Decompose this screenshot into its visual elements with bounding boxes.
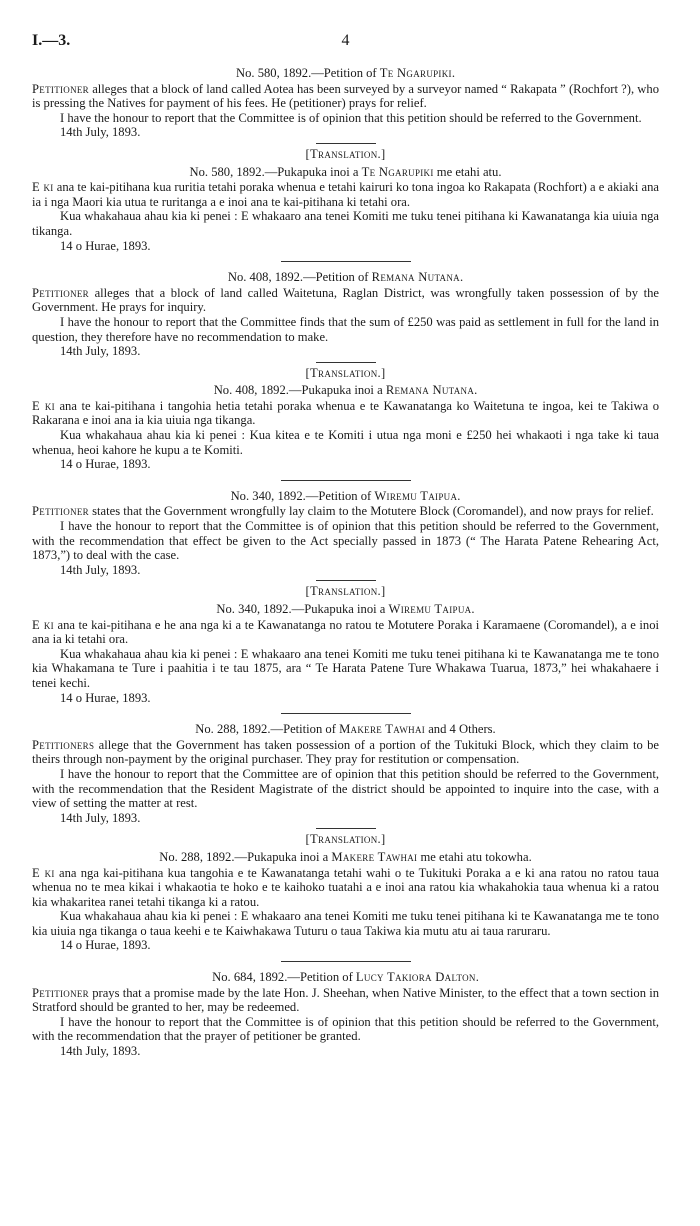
petition-580: [32, 66, 659, 253]
translation-report: Kua whakahaua ahau kia ki penei : Kua kitea e te Komiti i utua nga moni e £250 hei whakaoti i nga take ki taua whenua, heoi kahore he kupu a te Komiti.: [32, 428, 659, 457]
translation-label: [Translation.]: [305, 584, 386, 599]
running-head: [32, 34, 659, 56]
divider: [316, 580, 376, 581]
petition-heading: No. 580, 1892.—Petition of Te Ngarupiki.: [236, 66, 455, 80]
translation-label: [Translation.]: [305, 146, 386, 161]
petition-heading: No. 288, 1892.—Petition of Makere Tawhai and 4 Others.: [195, 722, 496, 737]
translation-report: Kua whakahaua ahau kia ki penei : E whakaaro ana tenei Komiti me tuku tenei pitihana ki Kawanatanga kia uiuia nga tikanga.: [32, 209, 659, 238]
petition-heading: No. 340, 1892.—Petition of Wiremu Taipua.: [230, 488, 461, 503]
report-date: 14th July, 1893.: [60, 810, 141, 825]
translation-report: Kua whakahaua ahau kia ki penei : E whakaaro ana tenei Komiti me tuku tenei pitihana ki te Kawanatanga me te tono kia uiuia nga tikanga o taua keehi e te Kaiwhakawa Tuturu o taua Takiwa kia mutu atu ai taua raruraru.: [32, 909, 659, 938]
report-date: 14th July, 1893.: [60, 344, 141, 359]
petition-408: [32, 270, 659, 472]
divider: [316, 143, 376, 144]
translation-allegation: E ki ana te kai-pitihana i tangohia hetia tetahi poraka whenua e te Kawanatanga ko Waitetuna te ingoa, kei te Takiwa o Rakarana e inoi ana ia kia uiuia nga tikanga.: [32, 398, 660, 428]
report-date: 14th July, 1893.: [60, 1044, 141, 1059]
translation-heading: No. 288, 1892.—Pukapuka inoi a Makere Tawhai me etahi atu tokowha.: [159, 849, 532, 864]
page-number: 4: [341, 32, 350, 49]
divider: [316, 828, 376, 829]
committee-report: I have the honour to report that the Committee is of opinion that this petition should be referred to the Government, with the recommendation that effect be given to the Act specially passed in 1873 (“ The Harata Patene Rehearing Act, 1873,”) to deal with the case.: [32, 519, 659, 563]
document-page: [32, 34, 659, 1059]
section-divider: [281, 261, 411, 262]
petition-allegation: Petitioner prays that a promise made by the late Hon. J. Sheehan, when Native Minister, to the effect that a town section in Stratford should be granted to her, may be redeemed.: [32, 985, 659, 1015]
petition-340: [32, 489, 659, 705]
report-date: 14th July, 1893.: [60, 562, 141, 577]
translation-allegation: E ki ana te kai-pitihana e he ana nga ki a te Kawanatanga no ratou te Motutere Poraka i Karamaene (Coromandel), a e inoi ana ia ki tetahi ora.: [32, 617, 659, 647]
translation-label: [Translation.]: [305, 832, 386, 847]
translation-allegation: E ki ana te kai-pitihana kua ruritia tetahi poraka whenua e tetahi kairuri ko tona ingoa ko Rakapata (Rochfort) a e akiaki ana ia i nga Maori kia utua te ruritanga a e inoi ana te kai-pitihana ki tetahi ora.: [32, 180, 659, 209]
committee-report: I have the honour to report that the Committee finds that the sum of £250 was paid as settlement in full for the land in question, they therefore have no recommendation to make.: [32, 314, 659, 344]
section-divider: [281, 961, 411, 962]
committee-report: I have the honour to report that the Committee is of opinion that this petition should be referred to the Government, with the recommendation that the prayer of petitioner be granted.: [32, 1014, 659, 1044]
translation-date: 14 o Hurae, 1893.: [60, 690, 151, 705]
translation-heading: No. 340, 1892.—Pukapuka inoi a Wiremu Taipua.: [216, 602, 475, 616]
translation-label: [Translation.]: [305, 365, 386, 380]
petition-allegation: Petitioner alleges that a block of land called Aotea has been surveyed by a surveyor named “ Rakapata ” (Rochfort ?), who is pressing the Natives for payment of his fees. He (petitioner) prays for relief.: [32, 81, 659, 111]
paper-reference: I.—3.: [32, 32, 71, 49]
petition-heading: No. 408, 1892.—Petition of Remana Nutana.: [227, 270, 464, 285]
translation-report: Kua whakahaua ahau kia ki penei : E whakaaro ana tenei Komiti me tuku tenei pitihana ki te Kawanatanga me te tono kia Whakamana te Ture i paahitia i te tau 1875, ara “ Te Harata Patene Ture Whakawa Tuarua, 1873,” hei whakahaere i tenei kechi.: [32, 646, 659, 690]
translation-heading: No. 580, 1892.—Pukapuka inoi a Te Ngarupiki me etahi atu.: [189, 164, 502, 179]
translation-date: 14 o Hurae, 1893.: [60, 938, 151, 953]
committee-report: I have the honour to report that the Committee is of opinion that this petition should be referred to the Government.: [60, 110, 642, 125]
divider: [316, 362, 376, 363]
petition-allegation: Petitioner alleges that a block of land called Waitetuna, Raglan District, was wrongfully taken possession of by the Government. He prays for inquiry.: [32, 285, 659, 315]
translation-heading: No. 408, 1892.—Pukapuka inoi a Remana Nutana.: [213, 383, 478, 398]
translation-allegation: E ki ana nga kai-pitihana kua tangohia e te Kawanatanga tetahi wahi o te Tukituki Poraka a e ki ana ratou no ratou taua whenua no te mea kikai i whakaotia te hoko e te kaihoko tuatahi a e inoi ana ratou kia whakahokia taua whenua ki a ratou kia whakaritea ranei tetahi tikanga ki a ratou.: [32, 865, 659, 909]
translation-date: 14 o Hurae, 1893.: [60, 457, 151, 472]
petition-684: [32, 970, 659, 1059]
committee-report: I have the honour to report that the Committee are of opinion that this petition should be referred to the Government, with the recommendation that the Resident Magistrate of the district should be appointed to inquire into the case, with a view of setting the matter at rest.: [32, 766, 659, 811]
petition-allegation: Petitioner states that the Government wrongfully lay claim to the Motutere Block (Coromandel), and now prays for relief.: [32, 504, 654, 519]
translation-date: 14 o Hurae, 1893.: [60, 238, 151, 253]
petition-288: [32, 722, 659, 953]
section-divider: [281, 713, 411, 714]
petition-heading: No. 684, 1892.—Petition of Lucy Takiora Dalton.: [212, 970, 479, 985]
section-divider: [281, 480, 411, 481]
petition-allegation: Petitioners allege that the Government has taken possession of a portion of the Tukituki Block, which they claim to be theirs through non-payment by the original purchaser. They pray for restitution or compensation.: [32, 737, 659, 767]
report-date: 14th July, 1893.: [60, 125, 141, 140]
